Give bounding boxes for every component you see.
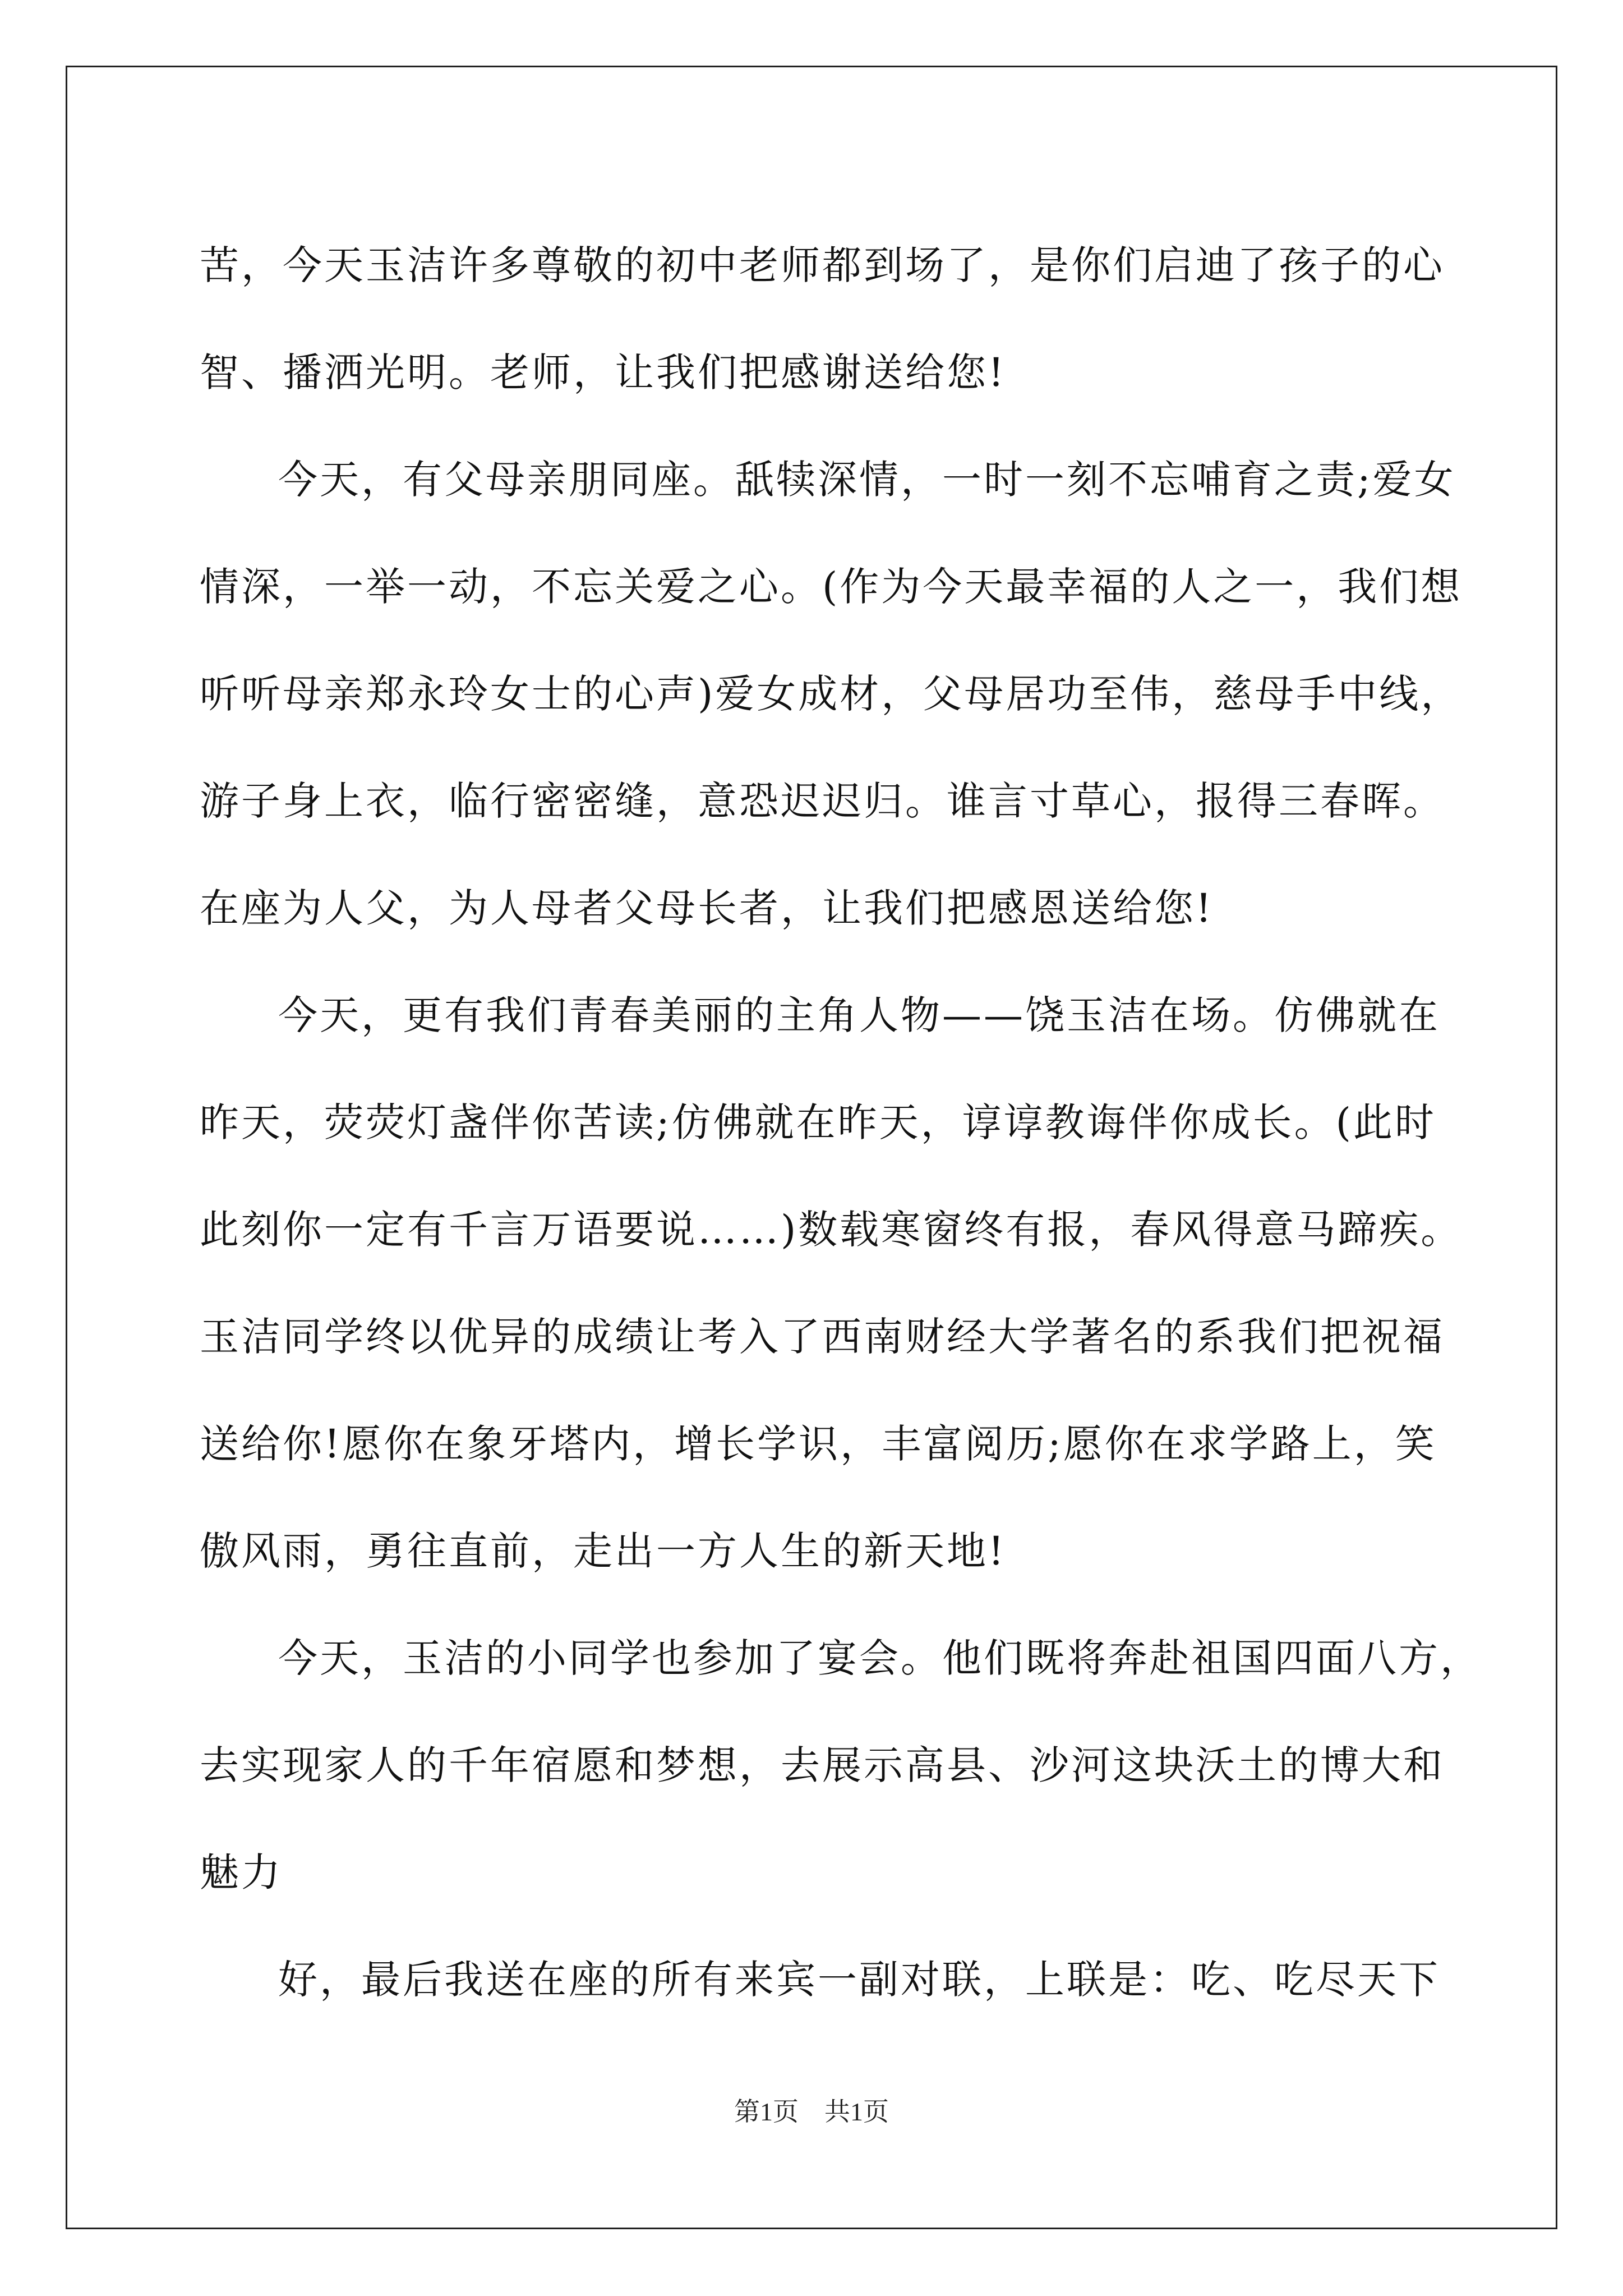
text-line: 玉洁同学终以优异的成绩让考入了西南财经大学著名的系我们把祝福 xyxy=(200,1314,1445,1360)
text-line: 情深，一举一动，不忘关爱之心。(作为今天最幸福的人之一，我们想 xyxy=(200,564,1463,610)
text-line: 游子身上衣，临行密密缝，意恐迟迟归。谁言寸草心，报得三春晖。 xyxy=(200,778,1445,824)
page-total: 共1页 xyxy=(824,2097,889,2126)
text-line: 去实现家人的千年宿愿和梦想，去展示高县、沙河这块沃土的博大和 xyxy=(200,1742,1445,1788)
paragraph-start-line: 今天，有父母亲朋同座。舐犊深情，一时一刻不忘哺育之责;爱女 xyxy=(278,457,1456,503)
text-line: 傲风雨，勇往直前，走出一方人生的新天地! xyxy=(200,1528,1007,1574)
paragraph-start-line: 今天，玉洁的小同学也参加了宴会。他们既将奔赴祖国四面八方， xyxy=(278,1635,1482,1681)
document-body xyxy=(200,212,1482,2033)
page-number: 第1页 xyxy=(734,2097,799,2126)
text-line: 魅力 xyxy=(200,1849,283,1895)
text-line: 在座为人父，为人母者父母长者，让我们把感恩送给您! xyxy=(200,885,1214,931)
text-line: 昨天，荧荧灯盏伴你苦读;仿佛就在昨天，谆谆教诲伴你成长。(此时 xyxy=(200,1099,1436,1145)
page-footer xyxy=(0,2095,1623,2129)
text-line: 此刻你一定有千言万语要说……)数载寒窗终有报，春风得意马蹄疾。 xyxy=(200,1207,1463,1253)
text-line: 智、播洒光明。老师，让我们把感谢送给您! xyxy=(200,349,1007,395)
paragraph-start-line: 好，最后我送在座的所有来宾一副对联，上联是：吃、吃尽天下 xyxy=(278,1957,1440,2003)
text-line: 苦，今天玉洁许多尊敬的初中老师都到场了，是你们启迪了孩子的心 xyxy=(200,242,1445,288)
paragraph-start-line: 今天，更有我们青春美丽的主角人物——饶玉洁在场。仿佛就在 xyxy=(278,992,1440,1038)
text-line: 听听母亲郑永玲女士的心声)爱女成材，父母居功至伟，慈母手中线， xyxy=(200,671,1463,717)
text-line: 送给你!愿你在象牙塔内，增长学识，丰富阅历;愿你在求学路上，笑 xyxy=(200,1421,1437,1467)
